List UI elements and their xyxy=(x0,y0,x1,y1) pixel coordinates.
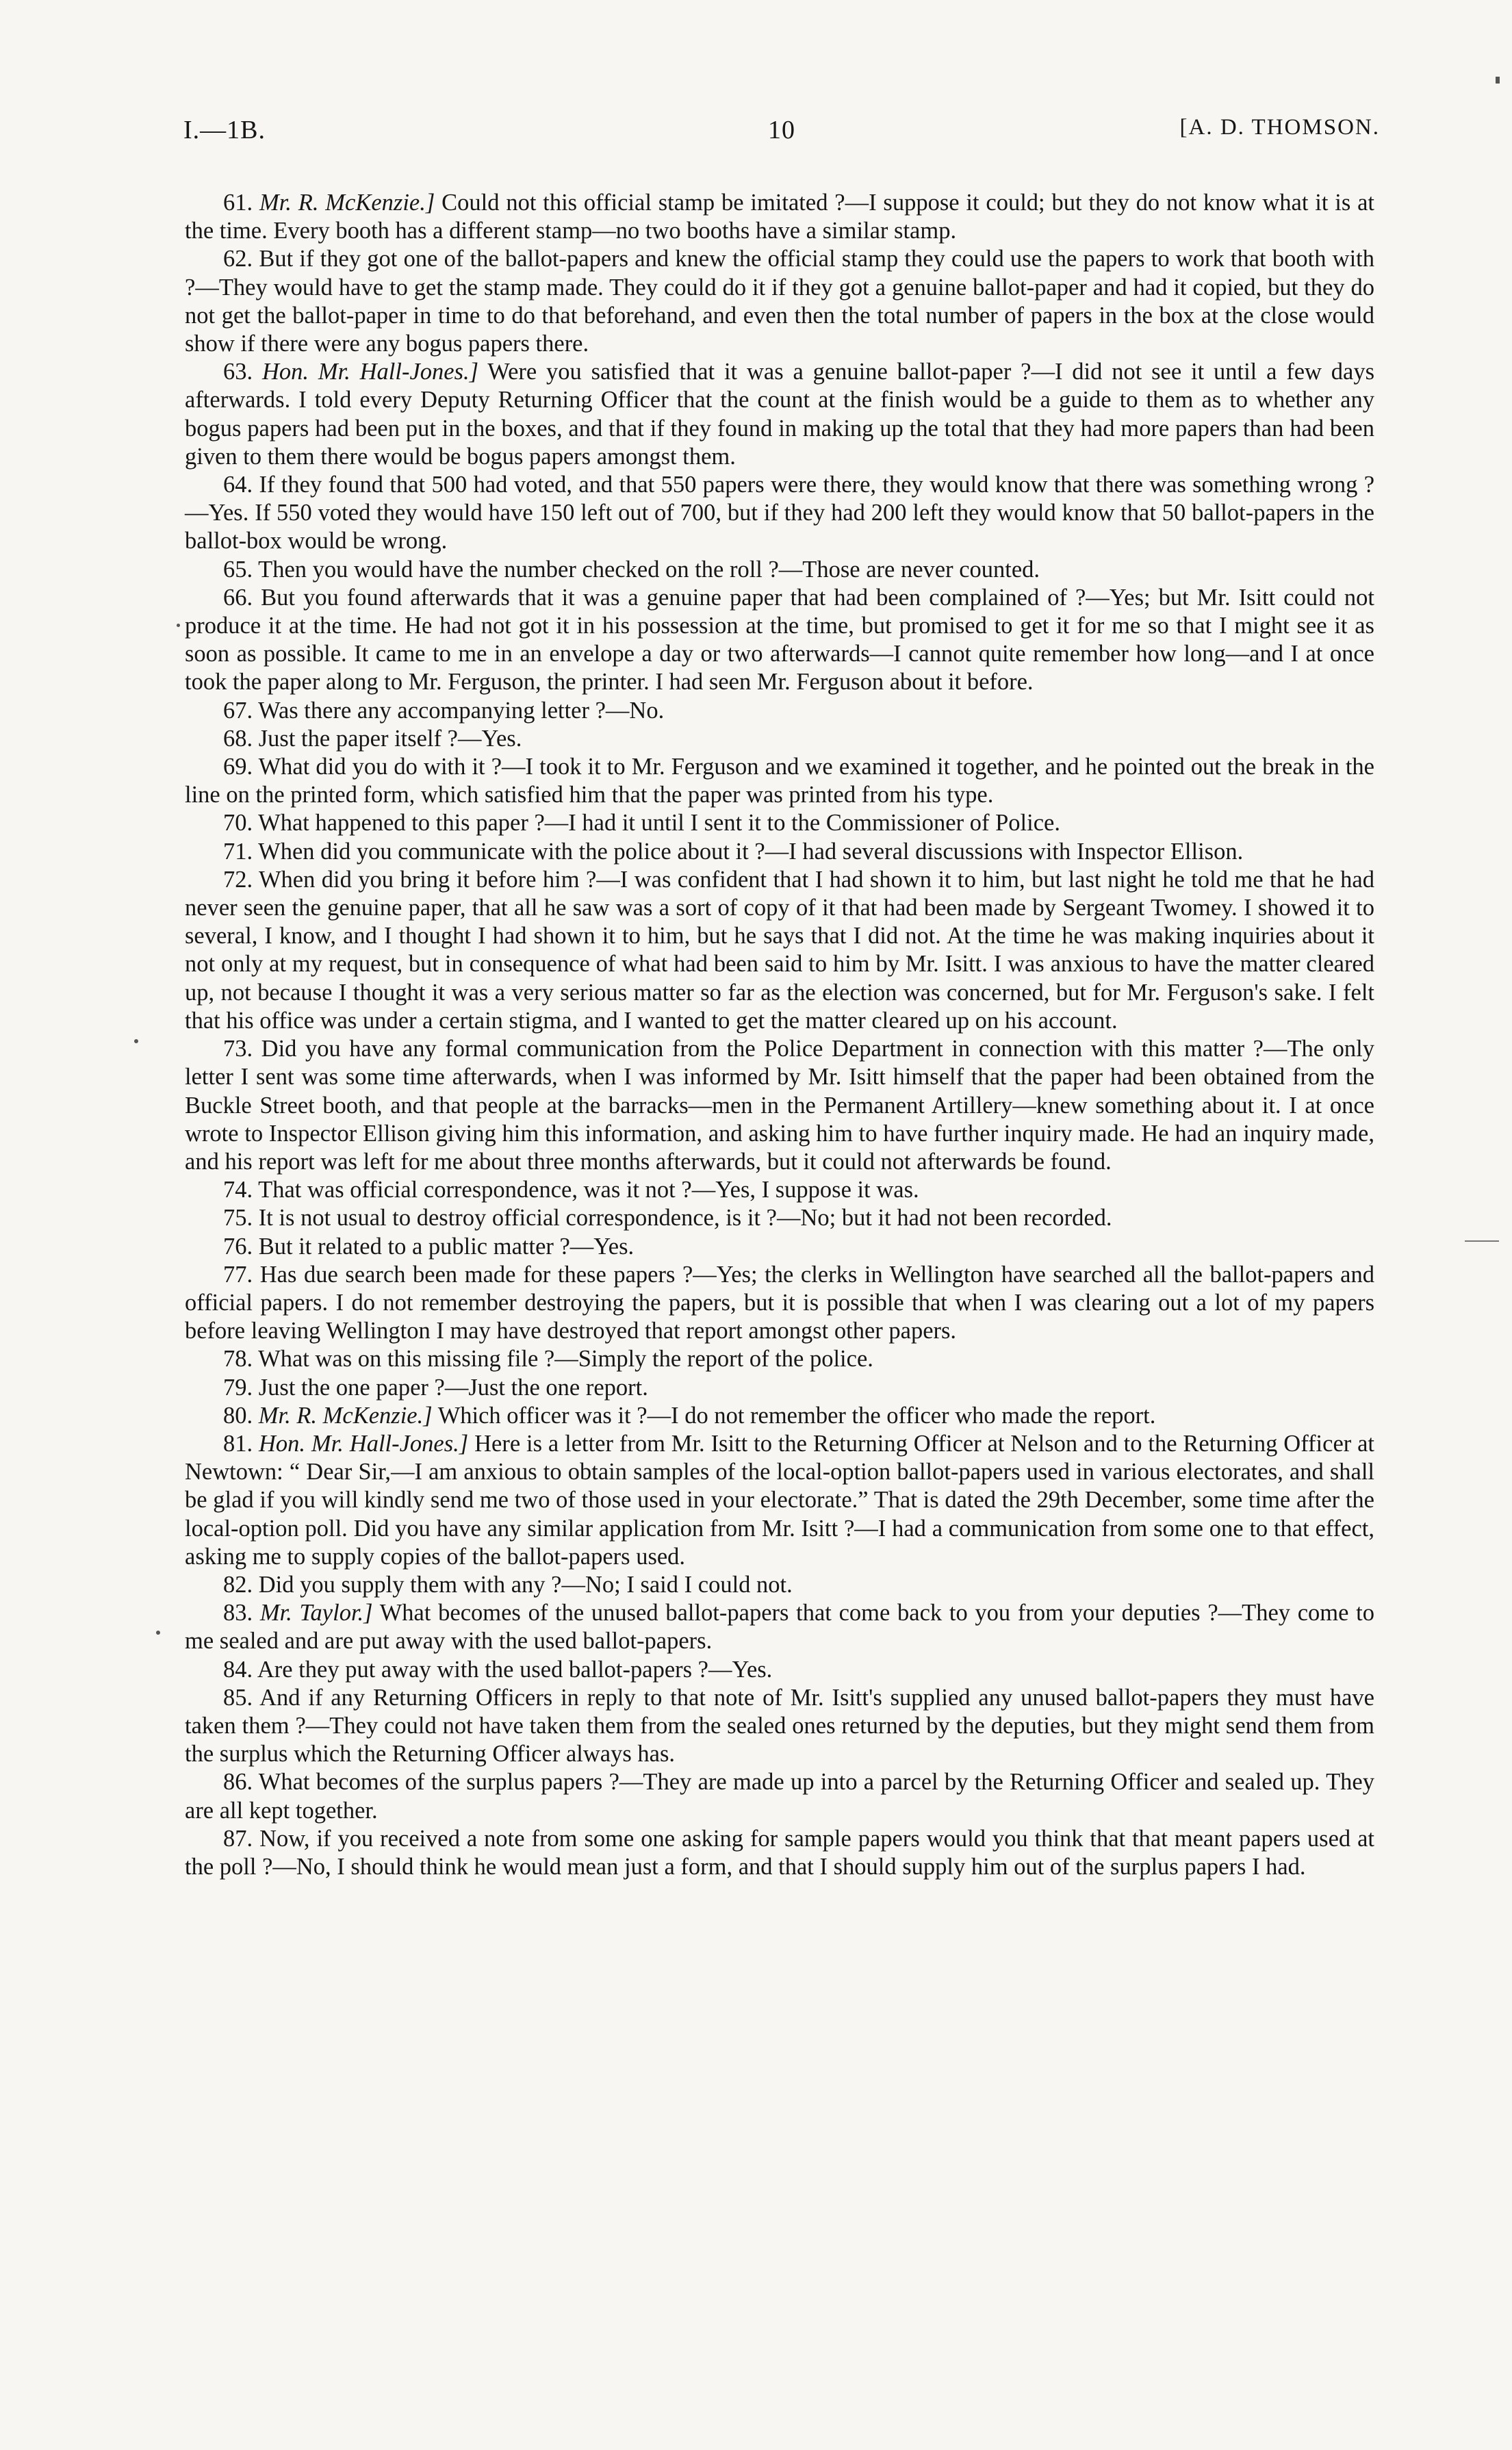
question-text: What did you do with it ?—I took it to Mr. Ferguson and we examined it together, and he pointed out the break in the line on the printed form, which satisfied him that the paper was printed from his type. xyxy=(185,754,1374,808)
question-text: Here is a letter from Mr. Isitt to the Returning Officer at Nelson and to the Returning Officer at Newtown: “ Dear Sir,—I am anxious to obtain samples of the local-option ballot-papers used in various electorates, and shall be glad if you will kindly send me two of those used in your electorate.” That is dated the 29th December, some time after the local-option poll. Did you have any similar application from Mr. Isitt ?—I had a communication from some one to that effect, asking me to supply copies of the ballot-papers used. xyxy=(185,1430,1375,1570)
question-text: What becomes of the surplus papers ?—They are made up into a parcel by the Returning Officer and sealed up. They are all kept together. xyxy=(185,1769,1374,1824)
question-text: Just the paper itself ?—Yes. xyxy=(258,725,522,752)
running-header xyxy=(183,115,1380,156)
question-text: But if they got one of the ballot-papers and knew the official stamp they could use the papers to work that booth with ?—They would have to get the stamp made. They could do it if they got a genuine ballot-paper and had it copied, but they do not get the ballot-paper in time to do that beforehand, and even then the total number of papers in the box at the close would show if there were any bogus papers there. xyxy=(185,246,1374,357)
question-text: Are they put away with the used ballot-papers ?—Yes. xyxy=(257,1656,773,1683)
question-paragraph xyxy=(185,1233,1374,1261)
margin-mark xyxy=(177,624,180,627)
question-number: 81. xyxy=(223,1430,253,1457)
question-paragraph xyxy=(185,245,1374,358)
question-number: 63. xyxy=(223,359,253,385)
question-number: 75. xyxy=(223,1205,253,1232)
question-paragraph xyxy=(185,1825,1374,1881)
question-text: Now, if you received a note from some one asking for sample papers would you think that that meant papers used at the poll ?—No, I should think he would mean just a form, and that I should supply him out of the surplus papers I had. xyxy=(185,1825,1375,1880)
speaker-name: Mr. R. McKenzie.] xyxy=(259,190,435,216)
question-text: But it related to a public matter ?—Yes. xyxy=(258,1233,635,1260)
question-text: And if any Returning Officers in reply to that note of Mr. Isitt's supplied any unused ballot-papers they must have taken them ?—They could not have taken them from the sealed ones returned by the deputies, but they might send them from the surplus which the Returning Officer always has. xyxy=(185,1684,1374,1768)
question-number: 82. xyxy=(223,1571,253,1598)
question-paragraph xyxy=(185,471,1374,556)
question-text: Which officer was it ?—I do not remember the officer who made the report. xyxy=(437,1402,1156,1429)
question-number: 72. xyxy=(223,866,253,893)
question-number: 67. xyxy=(223,697,253,724)
question-paragraph xyxy=(185,1176,1374,1204)
question-paragraph xyxy=(185,1345,1374,1373)
question-paragraph xyxy=(185,1656,1374,1684)
question-number: 77. xyxy=(223,1261,253,1288)
question-text: What was on this missing file ?—Simply the report of the police. xyxy=(258,1346,873,1373)
question-number: 76. xyxy=(223,1233,253,1260)
question-number: 68. xyxy=(223,725,253,752)
question-number: 73. xyxy=(223,1036,253,1062)
question-text: Just the one paper ?—Just the one report. xyxy=(258,1374,648,1401)
question-text: When did you bring it before him ?—I was confident that I had shown it to him, but last night he told me that he had never seen the genuine paper, that all he saw was a sort of copy of it that had been made by Sergeant Twomey. I showed it to several, I know, and I thought I had shown it to him, but he says that I did not. At the time he was making inquiries about it not only at my request, but in consequence of what had been said to him by Mr. Isitt. I was anxious to have the matter cleared up, not because I thought it was a very serious matter so far as the election was concerned, but for Mr. Ferguson's sake. I felt that his office was under a certain stigma, and I wanted to get the matter cleared up on his account. xyxy=(185,866,1374,1034)
question-number: 79. xyxy=(223,1374,253,1401)
question-number: 85. xyxy=(223,1684,253,1711)
question-text: Did you supply them with any ?—No; I said I could not. xyxy=(258,1571,793,1598)
question-number: 65. xyxy=(223,556,253,583)
question-number: 71. xyxy=(223,838,253,865)
question-number: 83. xyxy=(223,1600,253,1626)
question-paragraph xyxy=(185,1571,1374,1599)
page-number: 10 xyxy=(768,116,795,144)
header-section-code: I.—1B. xyxy=(183,116,266,144)
question-paragraph xyxy=(185,753,1374,809)
question-paragraph xyxy=(185,584,1374,697)
question-text: Could not this official stamp be imitated ?—I suppose it could; but they do not know what it is at the time. Every booth has a different stamp—no two booths have a similar stamp. xyxy=(185,190,1375,244)
question-number: 74. xyxy=(223,1177,253,1203)
question-number: 64. xyxy=(223,472,253,498)
question-paragraph xyxy=(185,1035,1374,1176)
question-number: 62. xyxy=(223,246,253,272)
document-body xyxy=(185,189,1374,1881)
question-paragraph xyxy=(185,838,1374,866)
speaker-name: Mr. R. McKenzie.] xyxy=(258,1402,433,1429)
question-text: Was there any accompanying letter ?—No. xyxy=(258,697,665,724)
question-text: Were you satisfied that it was a genuine ballot-paper ?—I did not see it until a few days afterwards. I told every Deputy Returning Officer that the count at the finish would be a guide to them as to whether any bogus papers had been put in the boxes, and that if they found in making up the total that they had more papers than had been given to them there would be bogus papers amongst them. xyxy=(185,359,1375,470)
question-number: 66. xyxy=(223,584,253,611)
question-text: What becomes of the unused ballot-papers that come back to you from your deputies ?—They come to me sealed and are put away with the used ballot-papers. xyxy=(185,1600,1374,1655)
question-number: 84. xyxy=(223,1656,253,1683)
question-text: That was official correspondence, was it not ?—Yes, I suppose it was. xyxy=(258,1177,919,1203)
question-paragraph xyxy=(185,1599,1374,1655)
question-paragraph xyxy=(185,1261,1374,1346)
question-text: If they found that 500 had voted, and that 550 papers were there, they would know that there was something wrong ?—Yes. If 550 voted they would have 150 left out of 700, but if they had 200 left they would know that 50 ballot-papers in the ballot-box would be wrong. xyxy=(185,472,1375,554)
question-text: What happened to this paper ?—I had it until I sent it to the Commissioner of Police. xyxy=(258,810,1060,837)
question-paragraph xyxy=(185,1684,1374,1769)
question-number: 86. xyxy=(223,1769,253,1796)
question-paragraph xyxy=(185,358,1374,471)
header-witness-name: [A. D. THOMSON. xyxy=(1179,115,1380,140)
question-paragraph xyxy=(185,1430,1374,1571)
question-number: 70. xyxy=(223,810,253,837)
question-text: It is not usual to destroy official correspondence, is it ?—No; but it had not been recorded. xyxy=(258,1205,1112,1232)
speaker-name: Hon. Mr. Hall-Jones.] xyxy=(259,1430,469,1457)
question-paragraph xyxy=(185,189,1374,245)
margin-mark xyxy=(1465,1240,1499,1242)
speaker-name: Hon. Mr. Hall-Jones.] xyxy=(261,359,479,385)
question-paragraph xyxy=(185,866,1374,1035)
question-paragraph xyxy=(185,556,1374,584)
question-paragraph xyxy=(185,1204,1374,1232)
question-text: But you found afterwards that it was a genuine paper that had been complained of ?—Yes; but Mr. Isitt could not produce it at the time. He had not got it in his possession at the time, but promised to get it for me so that I might see it as soon as possible. It came to me in an envelope a day or two afterwards—I cannot quite remember how long—and I at once took the paper along to Mr. Ferguson, the printer. I had seen Mr. Ferguson about it before. xyxy=(185,584,1374,696)
margin-mark xyxy=(134,1039,138,1043)
question-paragraph xyxy=(185,809,1374,837)
margin-mark xyxy=(156,1631,160,1635)
question-paragraph xyxy=(185,1768,1374,1824)
question-text: Then you would have the number checked on the roll ?—Those are never counted. xyxy=(258,556,1040,583)
question-text: When did you communicate with the police about it ?—I had several discussions with Inspector Ellison. xyxy=(258,838,1244,865)
question-number: 69. xyxy=(223,754,253,780)
question-paragraph xyxy=(185,1374,1374,1402)
question-number: 61. xyxy=(223,190,253,216)
question-text: Has due search been made for these papers ?—Yes; the clerks in Wellington have searched all the ballot-papers and official papers. I do not remember destroying the papers, but it is possible that when I was clearing out a lot of my papers before leaving Wellington I may have destroyed that report amongst other papers. xyxy=(185,1261,1374,1344)
question-text: Did you have any formal communication from the Police Department in connection with this matter ?—The only letter I sent was some time afterwards, when I was informed by Mr. Isitt himself that the paper had been obtained from the Buckle Street booth, and that people at the barracks—men in the Permanent Artillery—knew something about it. I at once wrote to Inspector Ellison giving him this information, and asking him to have further inquiry made. He had an inquiry made, and his report was left for me about three months afterwards, but it could not afterwards be found. xyxy=(185,1036,1374,1175)
question-number: 78. xyxy=(223,1346,253,1373)
question-paragraph xyxy=(185,697,1374,725)
question-number: 80. xyxy=(223,1402,253,1429)
question-paragraph xyxy=(185,1402,1374,1430)
question-paragraph xyxy=(185,725,1374,753)
margin-mark xyxy=(1496,77,1500,84)
speaker-name: Mr. Taylor.] xyxy=(259,1600,373,1626)
question-number: 87. xyxy=(223,1825,253,1852)
